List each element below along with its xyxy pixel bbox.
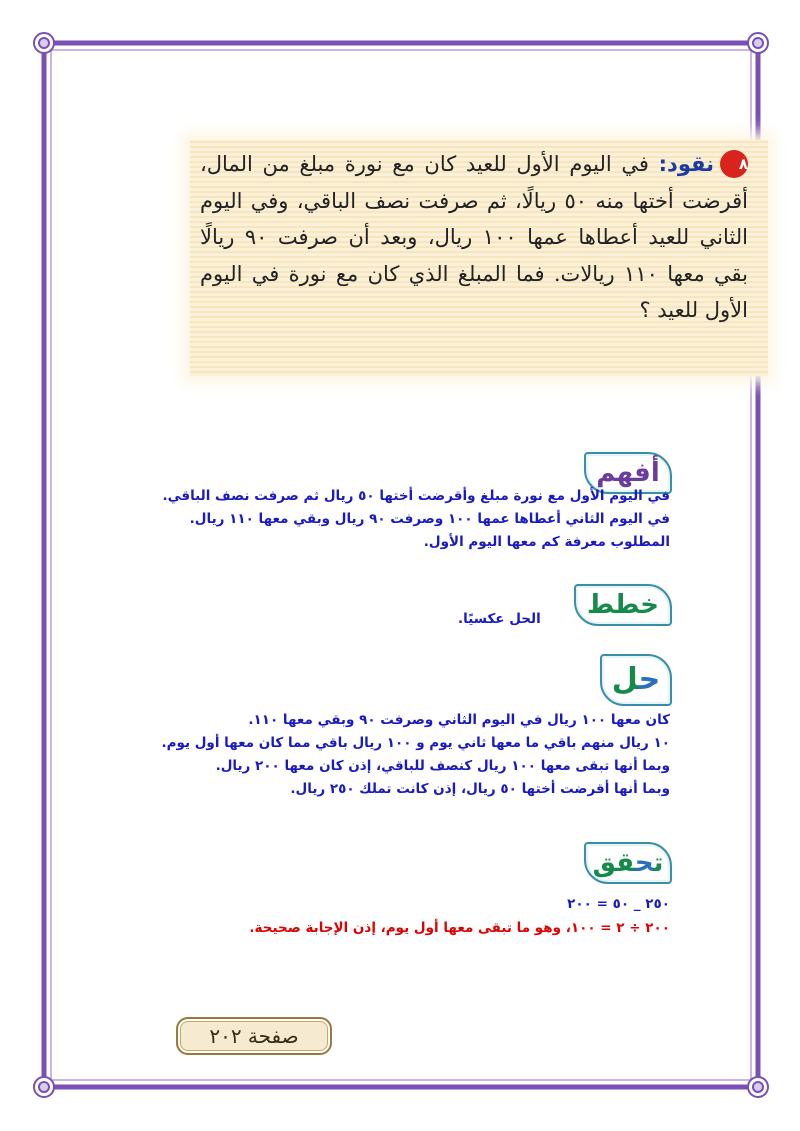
problem-text-block bbox=[200, 146, 748, 329]
corner-ornament-bottom-right bbox=[748, 1077, 768, 1097]
corner-ornament-bottom-left bbox=[34, 1077, 54, 1097]
understand-line-2: في اليوم الثاني أعطاها عمها ١٠٠ وصرفت ٩٠ ريال وبقي معها ١١٠ ريال. bbox=[189, 511, 670, 527]
problem-number-badge: ٨ bbox=[720, 150, 748, 178]
page-label: صفحة bbox=[247, 1024, 299, 1048]
problem-statement: في اليوم الأول للعيد كان مع نورة مبلغ من المال، أقرضت أختها منه ٥٠ ريالًا، ثم صرفت نصف الباقي، وفي اليوم الثاني للعيد أعطاها عمها ١٠٠ ريال، وبعد أن صرفت ٩٠ ريالًا بقي معها ١١٠ ريالات. فما المبلغ الذي كان مع نورة في اليوم الأول للعيد ؟ bbox=[200, 152, 749, 322]
solve-line-2: ١٠ ريال منهم باقي ما معها ثاني يوم و ١٠٠ ريال باقي مما كان معها أول يوم. bbox=[161, 735, 670, 751]
check-conclusion: ٢٠٠ ÷ ٢ = ١٠٠، وهو ما تبقى معها أول يوم، إذن الإجابة صحيحة. bbox=[249, 920, 670, 936]
understand-line-3: المطلوب معرفة كم معها اليوم الأول. bbox=[423, 534, 670, 550]
section-tag-check bbox=[584, 842, 672, 884]
section-tag-solve bbox=[600, 654, 672, 706]
solve-line-1: كان معها ١٠٠ ريال في اليوم الثاني وصرفت ٩٠ وبقي معها ١١٠. bbox=[248, 712, 670, 728]
check-equation: ٢٥٠ _ ٥٠ = ٢٠٠ bbox=[567, 896, 670, 912]
understand-line-1: في اليوم الأول مع نورة مبلغ وأقرضت أختها ٥٠ ريال ثم صرفت نصف الباقي. bbox=[162, 488, 670, 504]
check-title-part3: قق bbox=[592, 848, 635, 878]
check-title-part2: ح bbox=[634, 848, 654, 878]
page-number-box bbox=[176, 1017, 332, 1055]
page-number: ٢٠٢ bbox=[209, 1024, 242, 1048]
solve-line-4: وبما أنها أقرضت أختها ٥٠ ريال، إذن كانت تملك ٢٥٠ ريال. bbox=[290, 781, 670, 797]
corner-ornament-top-left bbox=[34, 33, 54, 53]
section-tag-plan: خطط bbox=[574, 584, 672, 626]
section-tag-understand: أفهم bbox=[584, 452, 672, 494]
problem-keyword: نقود: bbox=[658, 152, 714, 176]
solve-title-part2: ل bbox=[611, 662, 639, 697]
check-title-part1: ت bbox=[653, 848, 664, 878]
corner-ornament-top-right bbox=[748, 33, 768, 53]
plan-text: الحل عكسيًا. bbox=[458, 611, 541, 627]
solve-line-3: وبما أنها تبقى معها ١٠٠ ريال كنصف للباقي، إذن كان معها ٢٠٠ ريال. bbox=[215, 758, 670, 774]
solve-title-part1: ح bbox=[638, 662, 661, 697]
